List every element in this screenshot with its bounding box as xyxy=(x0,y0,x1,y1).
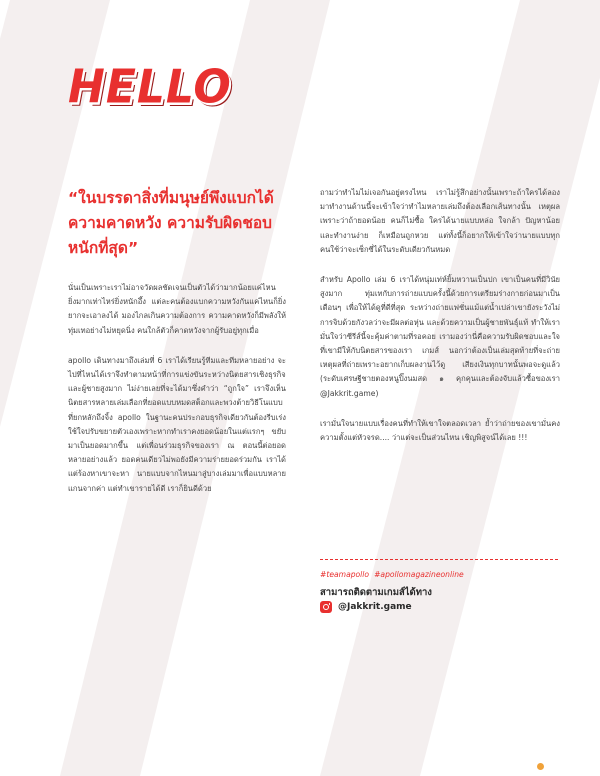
hashtags xyxy=(320,570,469,579)
body-paragraph: ถามว่าทำไมไม่เจอกันอยู่ตรงไหน เราไม่รู้สึกอย่างนั้นเพราะถ้าใครได้ลองมาทำงานด้านนี้จะเข้าใจว่าทำไมหลายเล่มถึงต้องเลือกเส้นทางนั้น เหตุผลเพราะว่าถ้ายอดน้อย คนก็ไม่ซื้อ ใครได้นายแบบหล่อ ใจกล้า ปัญหาน้อย และทำงานง่าย ก็เหมือนถูกหวย แต่ทั้งนี้ก็อยากให้เข้าใจว่านายแบบทุกคนใช้ว่าจะเซ็กซี่ได้ในระดับเดียวกันหมด xyxy=(320,188,560,254)
instagram-link[interactable] xyxy=(320,601,412,613)
instagram-icon xyxy=(320,601,332,613)
pull-quote: “ในบรรดาสิ่งที่มนุษย์พึงแบกได้ ความคาดหวัง ความรับผิดชอบ หนักที่สุด” xyxy=(68,189,274,257)
body-paragraph: สำหรับ Apollo เล่ม 6 เราได้หนุ่มเท่ห์ยิ้มหวานเป็นปก เขาเป็นคนที่มีวินัยสูงมาก ทุ่มเทกับการถ่ายแบบครั้งนี้ด้วยการเตรียมร่างกายก่อนมาเป็นเดือนๆ เพื่อให้ได้ดูที่ดีที่สุด ระหว่างถ่ายแฟชั่นแม้แต่น้ำเปล่าเขายังระวังไม่การจิบด้วยกังวลว่าจะมีผลต่อหุ่น และด้วยความเป็นผู้ชายพันธุ์แท้ ทำให้เรามั่นใจว่าซีรีส์นี้จะคุ้มค่าตามที่รอคอย เรามองว่านี่คือความรับผิดชอบและใจที่เขามีให้กับนิตยสารของเรา เกมส์ นอกว่าต้องเป็นเล่มสุดท้ายที่จะถ่าย เหตุผลที่ถ่ายเพราะอยากเก็บผลงานไว้ดู เสียงเงินทุกบาทนั้นพอจะดูแล้ว (ระดับเศรษฐีชายตองหนูปิ๊งนมสด ๑ คุกคุนและต้องจับแล้วซื้อของเรา @Jakkrit.game) xyxy=(320,275,560,398)
page-marker xyxy=(537,763,544,770)
body-paragraph: นั่นเป็นเพราะเราไม่อาจวัดผลชัดเจนเป็นตัวได้ว่ามากน้อยแค่ไหน ยิ่งมากเท่าไหร่ยิ่งหนักอึ้ง แต่ละคนต้องแบกความหวังกันแค่ไหนก็ยิ่งยากจะเอาลงได้ มองไกลเกินความต้องการ ความคาดหวังก็มีพลังให้ทุ่มเทอย่างไม่หยุดนิ่ง คนใกล้ตัวก็คาดหวังจากผู้รับอยู่ทุกเมื่อ xyxy=(68,283,286,335)
right-column xyxy=(320,186,560,461)
credit-line: สามารถติดตามเกมส์ได้ทาง xyxy=(320,587,432,598)
left-column xyxy=(68,186,286,512)
instagram-handle[interactable]: @Jakkrit.game xyxy=(338,602,412,612)
headline: HELLO xyxy=(68,60,232,115)
body-paragraph: เรามั่นใจนายแบบเรื่องคนที่ทำให้เขาใจตลอดเวลา ย้ำว่าถ่ายของเขามั่นคงความตั้งแต่หัวจรด.... ว่าแต่จะเป็นส่วนไหน เชิญพิสูจน์ได้เลย !!! xyxy=(320,418,560,443)
body-paragraph: apollo เดินทางมาถึงเล่มที่ 6 เราได้เรียนรู้ทีมและทีมหลายอย่าง จะไปที่ไหนได้เราจึงทำตามหน้าที่การแข่งขันระหว่างนิตยสารเชิงธุรกิจและผู้ชายสูงมาก ไม่ง่ายเลยที่จะได้มาซึ่งคำว่า “ถูกใจ” เราจึงเห็นนิตยสารหลายเล่มเลือกที่ยอดแบบหมดสต็อกและพวงต้ายวิธีโนแบบที่ยกหลักถึงจิ้ง apollo ในฐานะคนประกอบธุรกิจเดียวกันต้องรีบเร่งใช้ใจปรับขยายตัวเองเพราะหากทำเราคงยอดน้อยในแต่แรกๆ ขยับมาเป็นยอดมากขึ้น แต่เพื่อนร่วมธุรกิจของเรา ณ ตอนนี้ต่อยอดหลายอย่างแล้ว ยอดคนเดียวไม่พอยังมีความร่ายยอดร่วมกัน เราได้แต่ร้องหาเขาจะหา นายแบบจากไหนมาสู่บางเล่มมาเพื่อแบบหลายแกนจากค่า แต่ทำเขารายได้ดี เราก็ยินดีด้วย xyxy=(68,355,286,493)
hashtag-link[interactable]: #apollomagazineonline xyxy=(374,570,464,579)
hashtag-link[interactable]: #teamapollo xyxy=(320,570,370,579)
dashed-divider xyxy=(320,559,558,560)
